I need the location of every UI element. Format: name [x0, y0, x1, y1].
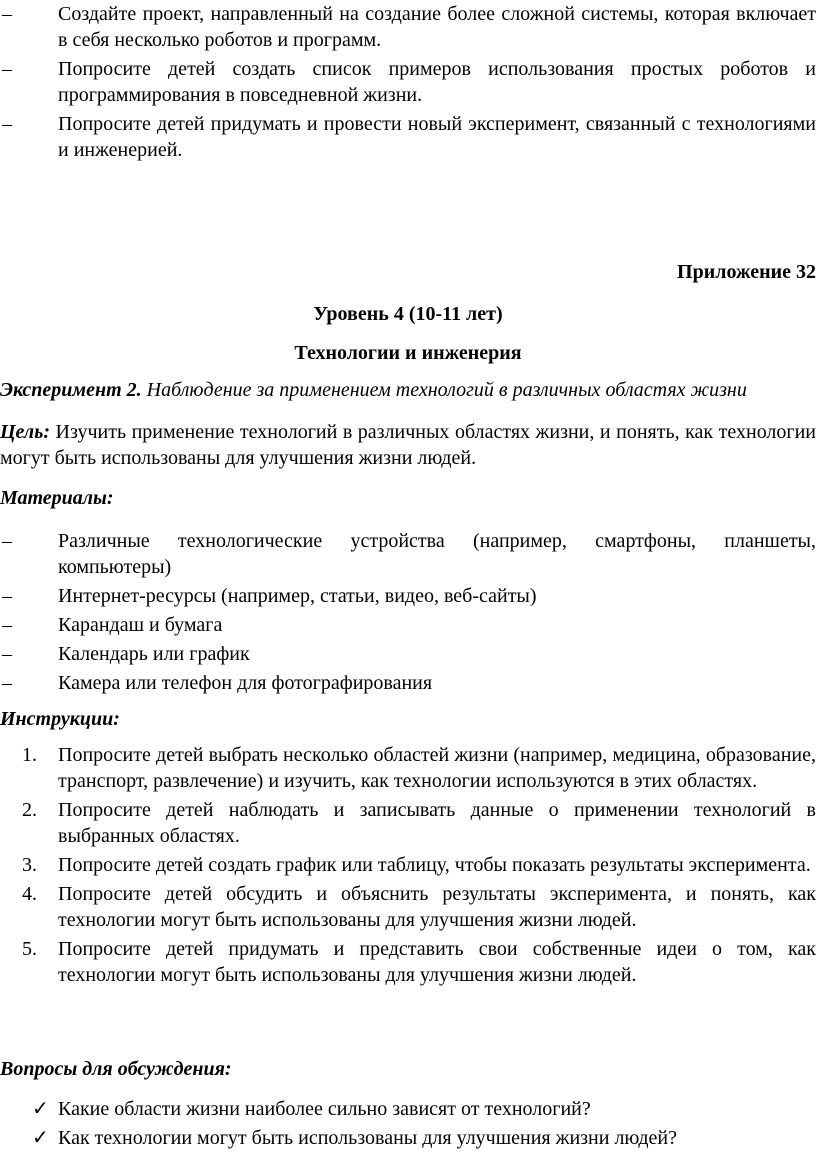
- materials-list: [0, 528, 816, 699]
- list-item-text: Различные технологические устройства (например, смартфоны, планшеты, компьютеры): [58, 530, 816, 578]
- list-item-text: Карандаш и бумага: [58, 614, 223, 636]
- list-item: [0, 56, 816, 108]
- discussion-list: [0, 1096, 816, 1154]
- topic-heading: Технологии и инженерия: [294, 342, 522, 364]
- list-item-text: Создайте проект, направленный на создание более сложной системы, которая включает в себя несколько роботов и программ.: [58, 3, 816, 51]
- list-item: [0, 1096, 816, 1122]
- goal-label: Цель:: [0, 421, 50, 443]
- list-item: [0, 852, 816, 878]
- list-item-text: Попросите детей выбрать несколько областей жизни (например, медицина, образование, транспорт, развлечение) и изучить, как технологии используются в этих областях.: [58, 744, 816, 792]
- task-list: [0, 1, 816, 166]
- level-heading: Уровень 4 (10-11 лет): [313, 303, 503, 325]
- appendix-label: Приложение 32: [677, 261, 816, 283]
- goal-text: Изучить применение технологий в различных областях жизни, и понять, как технологии могут быть использованы для улучшения жизни людей.: [0, 421, 816, 469]
- list-item: [0, 1125, 816, 1151]
- list-item-text: Попросите детей придумать и провести новый эксперимент, связанный с технологиями и инженерией.: [58, 113, 816, 161]
- list-item-text: Камера или телефон для фотографирования: [58, 672, 433, 694]
- item-number: 5.: [22, 938, 37, 960]
- list-item: [0, 528, 816, 580]
- list-item: [0, 797, 816, 849]
- list-item-text: Интернет-ресурсы (например, статьи, видео, веб-сайты): [58, 585, 537, 607]
- list-item-text: Попросите детей обсудить и объяснить результаты эксперимента, и понять, как технологии могут быть использованы для улучшения жизни людей.: [58, 883, 816, 931]
- discussion-heading: Вопросы для обсуждения:: [0, 1058, 232, 1080]
- item-number: 1.: [22, 744, 37, 766]
- dash-marker: –: [2, 614, 12, 636]
- list-item-text: Как технологии могут быть использованы для улучшения жизни людей?: [58, 1127, 677, 1149]
- list-item-text: Календарь или график: [58, 643, 250, 665]
- list-item-text: Попросите детей придумать и представить свои собственные идеи о том, как технологии могут быть использованы для улучшения жизни людей.: [58, 938, 816, 986]
- checkmark-icon: ✓: [32, 1127, 49, 1149]
- list-item-text: Попросите детей создать список примеров использования простых роботов и программирования в повседневной жизни.: [58, 58, 816, 106]
- checkmark-icon: ✓: [32, 1098, 49, 1120]
- list-item: [0, 641, 816, 667]
- experiment-label: Эксперимент 2.: [0, 379, 142, 401]
- dash-marker: –: [2, 643, 12, 665]
- dash-marker: –: [2, 58, 12, 80]
- list-item-text: Попросите детей создать график или таблицу, чтобы показать результаты эксперимента.: [58, 854, 811, 876]
- item-number: 2.: [22, 799, 37, 821]
- item-number: 4.: [22, 883, 37, 905]
- list-item: [0, 670, 816, 696]
- item-number: 3.: [22, 854, 37, 876]
- list-item-text: Попросите детей наблюдать и записывать данные о применении технологий в выбранных областях.: [58, 799, 816, 847]
- list-item: [0, 1, 816, 53]
- dash-marker: –: [2, 3, 12, 25]
- list-item-text: Какие области жизни наиболее сильно зависят от технологий?: [58, 1098, 591, 1120]
- dash-marker: –: [2, 585, 12, 607]
- dash-marker: –: [2, 113, 12, 135]
- list-item: [0, 881, 816, 933]
- dash-marker: –: [2, 530, 12, 552]
- experiment-title: [0, 377, 816, 403]
- goal-paragraph: [0, 419, 816, 471]
- list-item: [0, 742, 816, 794]
- experiment-name: Наблюдение за применением технологий в различных областях жизни: [146, 379, 747, 401]
- list-item: [0, 583, 816, 609]
- dash-marker: –: [2, 672, 12, 694]
- list-item: [0, 612, 816, 638]
- list-item: [0, 936, 816, 988]
- instructions-heading: Инструкции:: [0, 708, 120, 730]
- list-item: [0, 111, 816, 163]
- instructions-list: [0, 742, 816, 991]
- materials-heading: Материалы:: [0, 487, 114, 509]
